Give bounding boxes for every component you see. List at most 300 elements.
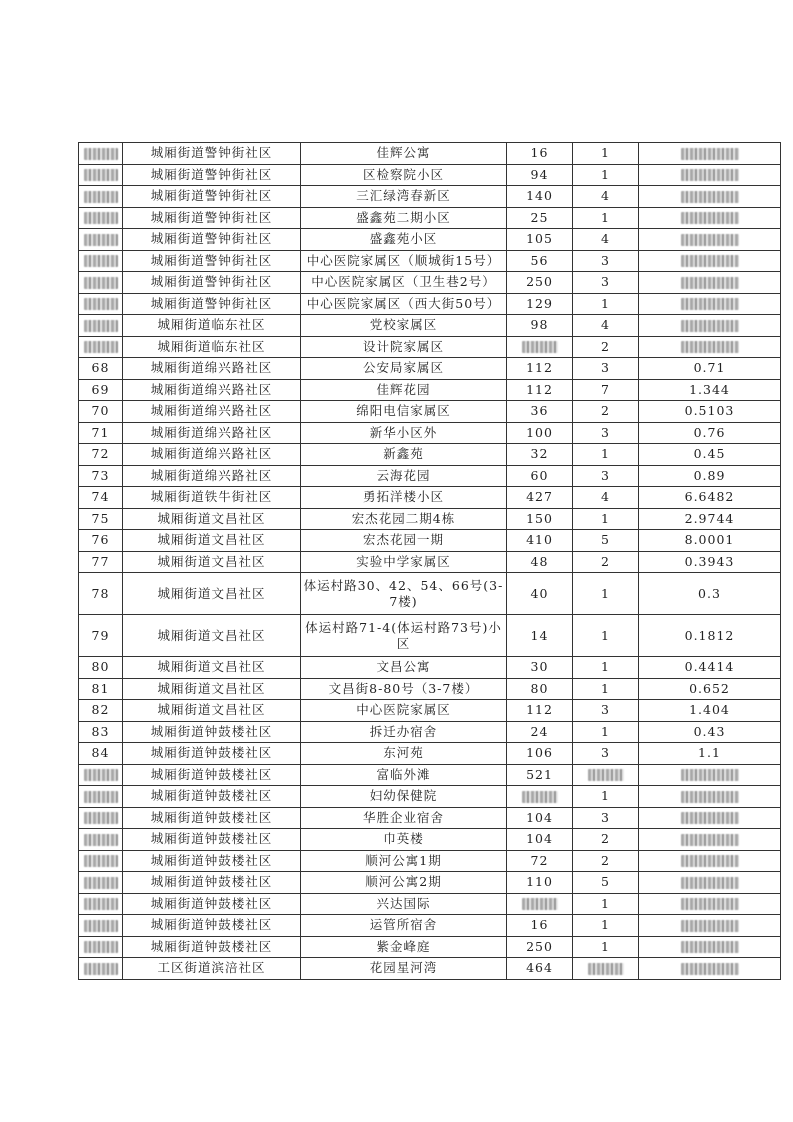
table-row bbox=[79, 721, 781, 743]
estate-name-cell: 体运村路30、42、54、66号(3-7楼) bbox=[301, 573, 507, 615]
redacted-mark bbox=[681, 769, 739, 781]
community-cell: 城厢街道绵兴路社区 bbox=[123, 422, 301, 444]
community-cell: 城厢街道文昌社区 bbox=[123, 700, 301, 722]
row-index-cell bbox=[79, 829, 123, 851]
table-row bbox=[79, 336, 781, 358]
value-cell bbox=[639, 207, 781, 229]
floors-cell: 1 bbox=[573, 678, 639, 700]
units-cell: 30 bbox=[507, 657, 573, 679]
row-index-cell: 75 bbox=[79, 508, 123, 530]
table-row bbox=[79, 422, 781, 444]
table-row bbox=[79, 530, 781, 552]
table-row bbox=[79, 958, 781, 980]
estate-name-cell: 盛鑫苑二期小区 bbox=[301, 207, 507, 229]
floors-cell: 5 bbox=[573, 872, 639, 894]
community-cell: 城厢街道绵兴路社区 bbox=[123, 465, 301, 487]
value-cell bbox=[639, 272, 781, 294]
row-index-cell: 72 bbox=[79, 444, 123, 466]
estate-name-cell: 紫金峰庭 bbox=[301, 936, 507, 958]
community-cell: 城厢街道警钟街社区 bbox=[123, 250, 301, 272]
units-cell: 410 bbox=[507, 530, 573, 552]
redacted-mark bbox=[681, 148, 739, 160]
units-cell: 112 bbox=[507, 700, 573, 722]
redacted-mark bbox=[84, 191, 118, 203]
redacted-mark bbox=[681, 212, 739, 224]
estate-name-cell: 公安局家属区 bbox=[301, 358, 507, 380]
community-cell: 城厢街道绵兴路社区 bbox=[123, 358, 301, 380]
floors-cell: 3 bbox=[573, 743, 639, 765]
row-index-cell: 73 bbox=[79, 465, 123, 487]
table-row bbox=[79, 615, 781, 657]
row-index-cell: 78 bbox=[79, 573, 123, 615]
value-cell: 8.0001 bbox=[639, 530, 781, 552]
units-cell: 104 bbox=[507, 807, 573, 829]
estate-name-cell: 勇拓洋楼小区 bbox=[301, 487, 507, 509]
value-cell bbox=[639, 807, 781, 829]
floors-cell: 1 bbox=[573, 207, 639, 229]
row-index-cell: 81 bbox=[79, 678, 123, 700]
units-cell: 16 bbox=[507, 143, 573, 165]
units-cell: 56 bbox=[507, 250, 573, 272]
redacted-mark bbox=[84, 855, 118, 867]
redacted-mark bbox=[588, 769, 624, 781]
units-cell: 100 bbox=[507, 422, 573, 444]
redacted-mark bbox=[681, 898, 739, 910]
value-cell: 0.1812 bbox=[639, 615, 781, 657]
row-index-cell bbox=[79, 250, 123, 272]
estate-name-cell: 顺河公寓1期 bbox=[301, 850, 507, 872]
units-cell: 521 bbox=[507, 764, 573, 786]
redacted-mark bbox=[84, 812, 118, 824]
row-index-cell bbox=[79, 915, 123, 937]
units-cell: 250 bbox=[507, 936, 573, 958]
value-cell: 0.3943 bbox=[639, 551, 781, 573]
community-cell: 城厢街道钟鼓楼社区 bbox=[123, 786, 301, 808]
redacted-mark bbox=[681, 277, 739, 289]
estate-name-cell: 富临外滩 bbox=[301, 764, 507, 786]
units-cell: 98 bbox=[507, 315, 573, 337]
row-index-cell bbox=[79, 143, 123, 165]
community-cell: 城厢街道钟鼓楼社区 bbox=[123, 829, 301, 851]
row-index-cell bbox=[79, 893, 123, 915]
units-cell: 105 bbox=[507, 229, 573, 251]
units-cell: 32 bbox=[507, 444, 573, 466]
units-cell: 36 bbox=[507, 401, 573, 423]
floors-cell: 3 bbox=[573, 700, 639, 722]
table-row bbox=[79, 358, 781, 380]
value-cell: 0.76 bbox=[639, 422, 781, 444]
value-cell bbox=[639, 850, 781, 872]
redacted-mark bbox=[84, 920, 118, 932]
redacted-mark bbox=[84, 341, 118, 353]
row-index-cell bbox=[79, 850, 123, 872]
redacted-mark bbox=[84, 277, 118, 289]
floors-cell: 3 bbox=[573, 422, 639, 444]
redacted-mark bbox=[84, 148, 118, 160]
value-cell: 0.652 bbox=[639, 678, 781, 700]
row-index-cell: 84 bbox=[79, 743, 123, 765]
floors-cell: 1 bbox=[573, 573, 639, 615]
row-index-cell bbox=[79, 786, 123, 808]
estate-name-cell: 花园星河湾 bbox=[301, 958, 507, 980]
table-row bbox=[79, 272, 781, 294]
redacted-mark bbox=[681, 320, 739, 332]
units-cell: 112 bbox=[507, 379, 573, 401]
table-row bbox=[79, 315, 781, 337]
row-index-cell bbox=[79, 315, 123, 337]
community-cell: 城厢街道临东社区 bbox=[123, 315, 301, 337]
units-cell: 60 bbox=[507, 465, 573, 487]
value-cell bbox=[639, 250, 781, 272]
value-cell: 2.9744 bbox=[639, 508, 781, 530]
value-cell bbox=[639, 829, 781, 851]
redacted-mark bbox=[681, 877, 739, 889]
floors-cell: 1 bbox=[573, 508, 639, 530]
value-cell: 0.71 bbox=[639, 358, 781, 380]
redacted-mark bbox=[681, 791, 739, 803]
community-cell: 城厢街道文昌社区 bbox=[123, 615, 301, 657]
community-cell: 城厢街道文昌社区 bbox=[123, 678, 301, 700]
table-row bbox=[79, 872, 781, 894]
table-row bbox=[79, 186, 781, 208]
table-row bbox=[79, 143, 781, 165]
floors-cell bbox=[573, 958, 639, 980]
floors-cell: 2 bbox=[573, 551, 639, 573]
floors-cell: 1 bbox=[573, 657, 639, 679]
value-cell bbox=[639, 186, 781, 208]
community-cell: 城厢街道文昌社区 bbox=[123, 573, 301, 615]
row-index-cell bbox=[79, 293, 123, 315]
floors-cell: 1 bbox=[573, 893, 639, 915]
estate-name-cell: 区检察院小区 bbox=[301, 164, 507, 186]
estate-name-cell: 体运村路71-4(体运村路73号)小区 bbox=[301, 615, 507, 657]
estate-name-cell: 东河苑 bbox=[301, 743, 507, 765]
community-cell: 城厢街道警钟街社区 bbox=[123, 229, 301, 251]
table-row bbox=[79, 293, 781, 315]
table-row bbox=[79, 229, 781, 251]
row-index-cell: 83 bbox=[79, 721, 123, 743]
value-cell: 0.3 bbox=[639, 573, 781, 615]
redacted-mark bbox=[681, 941, 739, 953]
redacted-mark bbox=[681, 834, 739, 846]
floors-cell: 1 bbox=[573, 786, 639, 808]
floors-cell: 4 bbox=[573, 229, 639, 251]
table-row bbox=[79, 250, 781, 272]
redacted-mark bbox=[681, 920, 739, 932]
table-row bbox=[79, 487, 781, 509]
redacted-mark bbox=[681, 298, 739, 310]
units-cell: 250 bbox=[507, 272, 573, 294]
estate-name-cell: 中心医院家属区（卫生巷2号） bbox=[301, 272, 507, 294]
table-row bbox=[79, 678, 781, 700]
community-cell: 城厢街道文昌社区 bbox=[123, 508, 301, 530]
table-row bbox=[79, 444, 781, 466]
table-row bbox=[79, 657, 781, 679]
floors-cell: 1 bbox=[573, 293, 639, 315]
table-row bbox=[79, 573, 781, 615]
community-cell: 城厢街道警钟街社区 bbox=[123, 186, 301, 208]
row-index-cell bbox=[79, 207, 123, 229]
value-cell bbox=[639, 315, 781, 337]
estate-name-cell: 三汇绿湾春新区 bbox=[301, 186, 507, 208]
row-index-cell bbox=[79, 764, 123, 786]
floors-cell: 3 bbox=[573, 250, 639, 272]
units-cell: 80 bbox=[507, 678, 573, 700]
redacted-mark bbox=[84, 169, 118, 181]
row-index-cell bbox=[79, 229, 123, 251]
community-cell: 城厢街道钟鼓楼社区 bbox=[123, 893, 301, 915]
table-row bbox=[79, 764, 781, 786]
value-cell bbox=[639, 336, 781, 358]
row-index-cell bbox=[79, 872, 123, 894]
value-cell bbox=[639, 229, 781, 251]
table-row bbox=[79, 850, 781, 872]
estate-name-cell: 兴达国际 bbox=[301, 893, 507, 915]
redacted-mark bbox=[84, 791, 118, 803]
units-cell: 104 bbox=[507, 829, 573, 851]
value-cell: 1.404 bbox=[639, 700, 781, 722]
units-cell: 14 bbox=[507, 615, 573, 657]
table-row bbox=[79, 700, 781, 722]
units-cell: 110 bbox=[507, 872, 573, 894]
table-row bbox=[79, 786, 781, 808]
estate-name-cell: 新华小区外 bbox=[301, 422, 507, 444]
units-cell: 16 bbox=[507, 915, 573, 937]
value-cell: 1.344 bbox=[639, 379, 781, 401]
table-row bbox=[79, 207, 781, 229]
value-cell bbox=[639, 915, 781, 937]
estate-name-cell: 实验中学家属区 bbox=[301, 551, 507, 573]
community-cell: 城厢街道警钟街社区 bbox=[123, 164, 301, 186]
community-cell: 城厢街道钟鼓楼社区 bbox=[123, 850, 301, 872]
floors-cell: 1 bbox=[573, 915, 639, 937]
units-cell: 140 bbox=[507, 186, 573, 208]
table-row bbox=[79, 164, 781, 186]
table-row bbox=[79, 508, 781, 530]
redacted-mark bbox=[681, 341, 739, 353]
floors-cell: 2 bbox=[573, 829, 639, 851]
value-cell: 0.45 bbox=[639, 444, 781, 466]
redacted-mark bbox=[522, 898, 558, 910]
row-index-cell: 71 bbox=[79, 422, 123, 444]
redacted-mark bbox=[681, 963, 739, 975]
housing-table bbox=[78, 142, 781, 980]
value-cell: 0.43 bbox=[639, 721, 781, 743]
row-index-cell: 74 bbox=[79, 487, 123, 509]
community-cell: 工区街道滨涪社区 bbox=[123, 958, 301, 980]
value-cell: 6.6482 bbox=[639, 487, 781, 509]
redacted-mark bbox=[588, 963, 624, 975]
floors-cell: 1 bbox=[573, 721, 639, 743]
units-cell: 94 bbox=[507, 164, 573, 186]
floors-cell: 2 bbox=[573, 401, 639, 423]
table-row bbox=[79, 401, 781, 423]
estate-name-cell: 绵阳电信家属区 bbox=[301, 401, 507, 423]
table-row bbox=[79, 743, 781, 765]
community-cell: 城厢街道钟鼓楼社区 bbox=[123, 936, 301, 958]
value-cell bbox=[639, 786, 781, 808]
table-row bbox=[79, 465, 781, 487]
community-cell: 城厢街道文昌社区 bbox=[123, 530, 301, 552]
row-index-cell: 69 bbox=[79, 379, 123, 401]
community-cell: 城厢街道钟鼓楼社区 bbox=[123, 872, 301, 894]
floors-cell: 1 bbox=[573, 164, 639, 186]
row-index-cell: 82 bbox=[79, 700, 123, 722]
floors-cell: 3 bbox=[573, 358, 639, 380]
estate-name-cell: 运管所宿舍 bbox=[301, 915, 507, 937]
redacted-mark bbox=[681, 812, 739, 824]
estate-name-cell: 佳辉花园 bbox=[301, 379, 507, 401]
floors-cell: 3 bbox=[573, 272, 639, 294]
units-cell: 40 bbox=[507, 573, 573, 615]
estate-name-cell: 中心医院家属区（顺城街15号） bbox=[301, 250, 507, 272]
floors-cell: 4 bbox=[573, 315, 639, 337]
redacted-mark bbox=[84, 212, 118, 224]
units-cell: 106 bbox=[507, 743, 573, 765]
community-cell: 城厢街道铁牛街社区 bbox=[123, 487, 301, 509]
redacted-mark bbox=[84, 234, 118, 246]
community-cell: 城厢街道文昌社区 bbox=[123, 657, 301, 679]
units-cell: 464 bbox=[507, 958, 573, 980]
estate-name-cell: 党校家属区 bbox=[301, 315, 507, 337]
community-cell: 城厢街道警钟街社区 bbox=[123, 272, 301, 294]
value-cell bbox=[639, 872, 781, 894]
estate-name-cell: 佳辉公寓 bbox=[301, 143, 507, 165]
units-cell: 48 bbox=[507, 551, 573, 573]
row-index-cell: 79 bbox=[79, 615, 123, 657]
value-cell bbox=[639, 936, 781, 958]
units-cell: 150 bbox=[507, 508, 573, 530]
community-cell: 城厢街道警钟街社区 bbox=[123, 143, 301, 165]
estate-name-cell: 中心医院家属区（西大街50号） bbox=[301, 293, 507, 315]
estate-name-cell: 宏杰花园一期 bbox=[301, 530, 507, 552]
estate-name-cell: 巾英楼 bbox=[301, 829, 507, 851]
estate-name-cell: 文昌公寓 bbox=[301, 657, 507, 679]
value-cell bbox=[639, 893, 781, 915]
redacted-mark bbox=[522, 341, 558, 353]
table-row bbox=[79, 936, 781, 958]
community-cell: 城厢街道钟鼓楼社区 bbox=[123, 721, 301, 743]
redacted-mark bbox=[84, 769, 118, 781]
redacted-mark bbox=[84, 320, 118, 332]
redacted-mark bbox=[681, 234, 739, 246]
community-cell: 城厢街道钟鼓楼社区 bbox=[123, 915, 301, 937]
floors-cell: 7 bbox=[573, 379, 639, 401]
community-cell: 城厢街道钟鼓楼社区 bbox=[123, 743, 301, 765]
redacted-mark bbox=[84, 963, 118, 975]
row-index-cell bbox=[79, 272, 123, 294]
table-row bbox=[79, 915, 781, 937]
estate-name-cell: 盛鑫苑小区 bbox=[301, 229, 507, 251]
redacted-mark bbox=[84, 298, 118, 310]
value-cell bbox=[639, 958, 781, 980]
redacted-mark bbox=[681, 855, 739, 867]
floors-cell: 1 bbox=[573, 615, 639, 657]
community-cell: 城厢街道绵兴路社区 bbox=[123, 401, 301, 423]
table-row bbox=[79, 379, 781, 401]
value-cell: 0.5103 bbox=[639, 401, 781, 423]
value-cell bbox=[639, 143, 781, 165]
floors-cell: 2 bbox=[573, 336, 639, 358]
community-cell: 城厢街道文昌社区 bbox=[123, 551, 301, 573]
row-index-cell: 80 bbox=[79, 657, 123, 679]
units-cell: 129 bbox=[507, 293, 573, 315]
units-cell bbox=[507, 893, 573, 915]
units-cell: 24 bbox=[507, 721, 573, 743]
floors-cell: 4 bbox=[573, 487, 639, 509]
row-index-cell bbox=[79, 958, 123, 980]
units-cell: 112 bbox=[507, 358, 573, 380]
table-body bbox=[79, 143, 781, 980]
value-cell bbox=[639, 293, 781, 315]
redacted-mark bbox=[84, 941, 118, 953]
community-cell: 城厢街道绵兴路社区 bbox=[123, 379, 301, 401]
estate-name-cell: 中心医院家属区 bbox=[301, 700, 507, 722]
value-cell: 0.4414 bbox=[639, 657, 781, 679]
units-cell: 427 bbox=[507, 487, 573, 509]
row-index-cell: 76 bbox=[79, 530, 123, 552]
floors-cell: 5 bbox=[573, 530, 639, 552]
value-cell: 0.89 bbox=[639, 465, 781, 487]
value-cell bbox=[639, 164, 781, 186]
units-cell: 25 bbox=[507, 207, 573, 229]
row-index-cell bbox=[79, 186, 123, 208]
floors-cell: 1 bbox=[573, 936, 639, 958]
estate-name-cell: 云海花园 bbox=[301, 465, 507, 487]
table-row bbox=[79, 807, 781, 829]
estate-name-cell: 拆迁办宿舍 bbox=[301, 721, 507, 743]
redacted-mark bbox=[84, 877, 118, 889]
floors-cell: 2 bbox=[573, 850, 639, 872]
estate-name-cell: 文昌街8-80号（3-7楼） bbox=[301, 678, 507, 700]
row-index-cell: 77 bbox=[79, 551, 123, 573]
value-cell bbox=[639, 764, 781, 786]
row-index-cell bbox=[79, 336, 123, 358]
units-cell bbox=[507, 336, 573, 358]
estate-name-cell: 宏杰花园二期4栋 bbox=[301, 508, 507, 530]
estate-name-cell: 妇幼保健院 bbox=[301, 786, 507, 808]
row-index-cell: 70 bbox=[79, 401, 123, 423]
redacted-mark bbox=[522, 791, 558, 803]
redacted-mark bbox=[681, 169, 739, 181]
row-index-cell: 68 bbox=[79, 358, 123, 380]
community-cell: 城厢街道临东社区 bbox=[123, 336, 301, 358]
community-cell: 城厢街道警钟街社区 bbox=[123, 293, 301, 315]
estate-name-cell: 顺河公寓2期 bbox=[301, 872, 507, 894]
table-row bbox=[79, 551, 781, 573]
row-index-cell bbox=[79, 936, 123, 958]
estate-name-cell: 设计院家属区 bbox=[301, 336, 507, 358]
units-cell bbox=[507, 786, 573, 808]
community-cell: 城厢街道钟鼓楼社区 bbox=[123, 764, 301, 786]
value-cell: 1.1 bbox=[639, 743, 781, 765]
redacted-mark bbox=[84, 834, 118, 846]
community-cell: 城厢街道绵兴路社区 bbox=[123, 444, 301, 466]
community-cell: 城厢街道钟鼓楼社区 bbox=[123, 807, 301, 829]
row-index-cell bbox=[79, 164, 123, 186]
row-index-cell bbox=[79, 807, 123, 829]
redacted-mark bbox=[84, 898, 118, 910]
floors-cell bbox=[573, 764, 639, 786]
units-cell: 72 bbox=[507, 850, 573, 872]
floors-cell: 4 bbox=[573, 186, 639, 208]
estate-name-cell: 新鑫苑 bbox=[301, 444, 507, 466]
redacted-mark bbox=[681, 255, 739, 267]
table-row bbox=[79, 893, 781, 915]
estate-name-cell: 华胜企业宿舍 bbox=[301, 807, 507, 829]
redacted-mark bbox=[84, 255, 118, 267]
table-row bbox=[79, 829, 781, 851]
